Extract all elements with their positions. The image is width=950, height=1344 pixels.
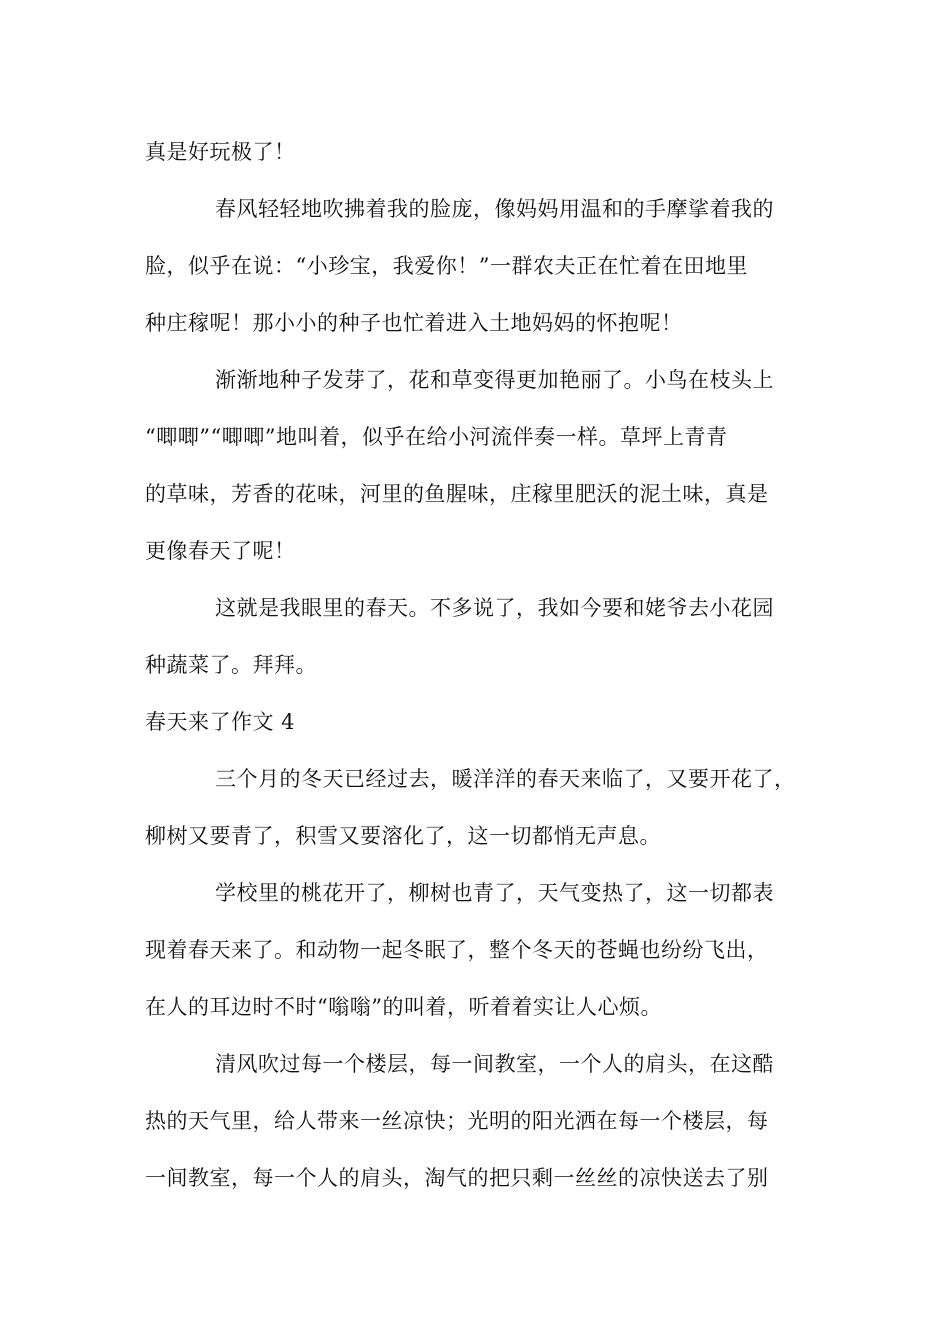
- text-line: “唧唧”“唧唧”地叫着，似乎在给小河流伴奏一样。草坪上青青: [145, 425, 728, 449]
- text-line: 一间教室，每一个人的肩头，淘气的把只剩一丝丝的凉快送去了别: [145, 1166, 769, 1190]
- paragraph-start-line: 清风吹过每一个楼层，每一间教室，一个人的肩头，在这酷: [215, 1052, 774, 1076]
- text-line: 热的天气里，给人带来一丝凉快；光明的阳光洒在每一个楼层，每: [145, 1109, 769, 1133]
- text-line: 的草味，芳香的花味，河里的鱼腥味，庄稼里肥沃的泥土味，真是: [145, 482, 769, 506]
- text-line: 柳树又要青了，积雪又要溶化了，这一切都悄无声息。: [145, 824, 661, 848]
- section-heading: 春天来了作文 4: [145, 710, 296, 734]
- text-line: 种庄稼呢！那小小的种子也忙着进入土地妈妈的怀抱呢！: [145, 311, 683, 335]
- text-line: 现着春天来了。和动物一起冬眠了，整个冬天的苍蝇也纷纷飞出，: [145, 938, 769, 962]
- text-line: 真是好玩极了！: [145, 140, 296, 164]
- paragraph-start-line: 春风轻轻地吹拂着我的脸庞，像妈妈用温和的手摩挲着我的: [215, 197, 774, 221]
- text-line: 脸，似乎在说：“小珍宝，我爱你！”一群农夫正在忙着在田地里: [145, 254, 748, 278]
- text-line: 在人的耳边时不时“嗡嗡”的叫着，听着着实让人心烦。: [145, 995, 662, 1019]
- text-line: 更像春天了呢！: [145, 539, 296, 563]
- paragraph-start-line: 渐渐地种子发芽了，花和草变得更加艳丽了。小鸟在枝头上: [215, 368, 774, 392]
- text-line: 种蔬菜了。拜拜。: [145, 653, 317, 677]
- paragraph-start-line: 三个月的冬天已经过去，暖洋洋的春天来临了，又要开花了，: [215, 767, 796, 791]
- paragraph-start-line: 这就是我眼里的春天。不多说了，我如今要和姥爷去小花园: [215, 596, 774, 620]
- paragraph-start-line: 学校里的桃花开了，柳树也青了，天气变热了，这一切都表: [215, 881, 774, 905]
